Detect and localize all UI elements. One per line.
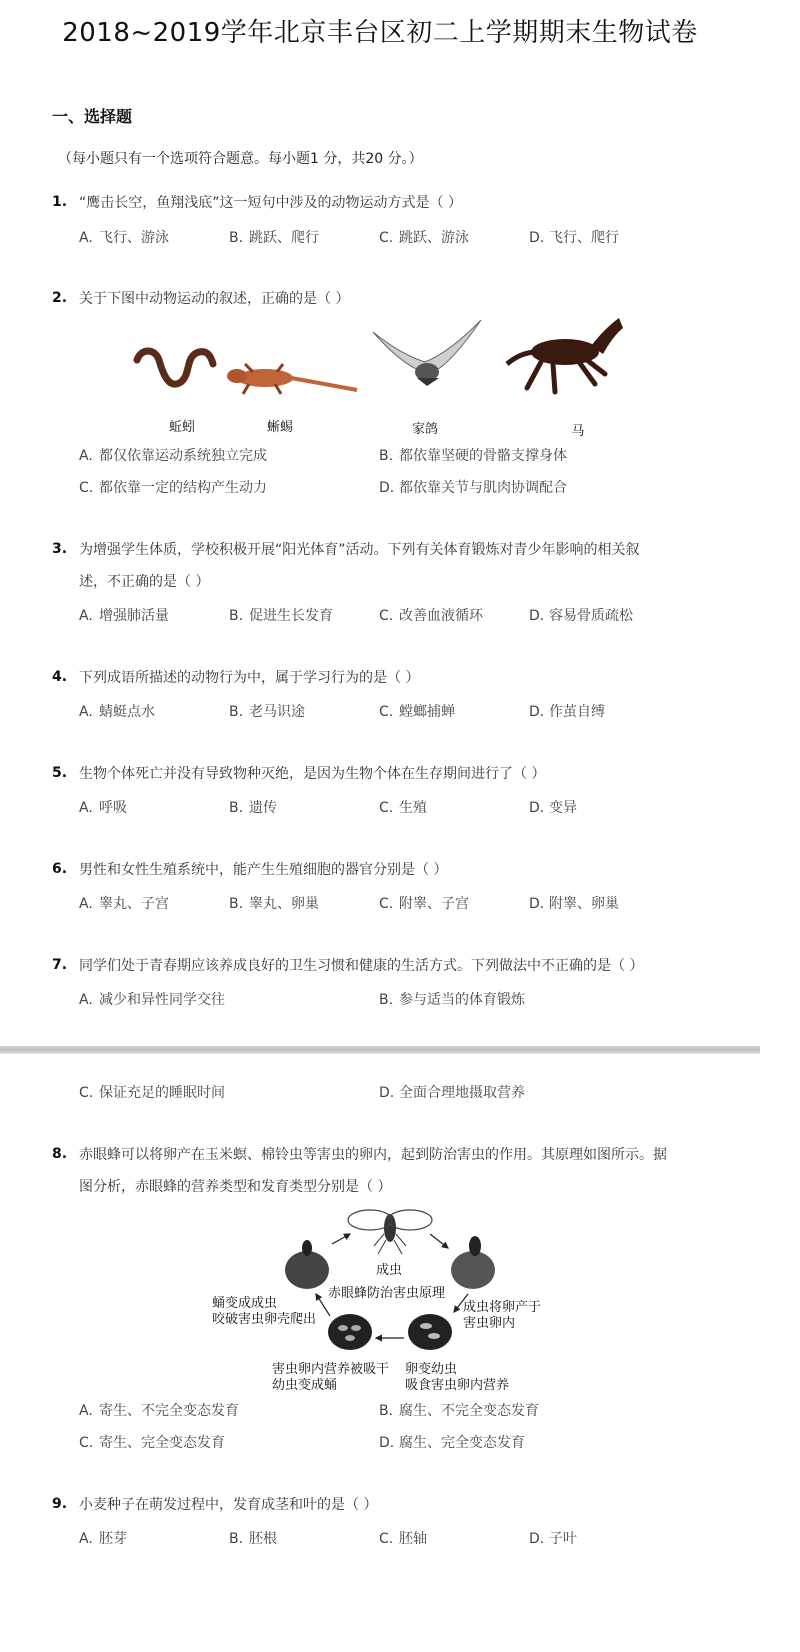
question-number: 5. xyxy=(52,765,68,781)
question-text: 男性和女性生殖系统中，能产生生殖细胞的器官分别是（ ） xyxy=(79,862,448,878)
option-d: D. 全面合理地摄取营养 xyxy=(379,1085,525,1101)
figure-label: 蜥蜴 xyxy=(266,420,293,435)
question-text: 关于下图中动物运动的叙述，正确的是（ ） xyxy=(79,291,350,307)
figure-label: 家鸽 xyxy=(411,422,438,437)
question-number: 8. xyxy=(52,1146,68,1162)
host-egg-bottom-left xyxy=(328,1314,372,1350)
option-b: B. 老马识途 xyxy=(229,704,305,720)
option-a: A. 睾丸、子宫 xyxy=(79,896,169,912)
option-b: B. 胚根 xyxy=(229,1531,277,1547)
wasp-lifecycle-diagram xyxy=(270,1200,510,1370)
option-c: C. 螳螂捕蝉 xyxy=(379,704,455,720)
option-a: A. 飞行、游泳 xyxy=(79,230,169,246)
question-number: 4. xyxy=(52,669,68,685)
diagram-label-bottom-right: 卵变幼虫 xyxy=(405,1362,458,1377)
host-egg-bottom-right xyxy=(408,1314,452,1350)
option-d: D. 容易骨质疏松 xyxy=(529,608,633,624)
diagram-label-bottom-left: 幼虫变成蛹 xyxy=(272,1378,338,1393)
option-d: D. 都依靠关节与肌肉协调配合 xyxy=(379,480,567,496)
horse-image xyxy=(507,318,623,392)
diagram-label-bottom-right: 吸食害虫卵内营养 xyxy=(405,1378,510,1393)
option-a: A. 胚芽 xyxy=(79,1531,127,1547)
section-heading: 一、选择题 xyxy=(52,107,133,126)
question-text-continued: 述，不正确的是（ ） xyxy=(79,574,210,590)
question-text: “鹰击长空，鱼翔浅底”这一短句中涉及的动物运动方式是（ ） xyxy=(79,195,462,211)
question-text: 赤眼蜂可以将卵产在玉米螟、棉铃虫等害虫的卵内，起到防治害虫的作用。其原理如图所示。据 xyxy=(79,1147,667,1163)
option-c: C. 改善血液循环 xyxy=(379,608,483,624)
diagram-label-adult: 成虫 xyxy=(376,1263,403,1278)
option-b: B. 腐生、不完全变态发育 xyxy=(379,1403,539,1419)
option-d: D. 腐生、完全变态发育 xyxy=(379,1435,525,1451)
option-a: A. 减少和异性同学交往 xyxy=(79,992,225,1008)
option-b: B. 睾丸、卵巢 xyxy=(229,896,319,912)
section-note: （每小题只有一个选项符合题意。每小题1 分，共20 分。） xyxy=(58,151,423,167)
question-number: 6. xyxy=(52,861,68,877)
question-text: 同学们处于青春期应该养成良好的卫生习惯和健康的生活方式。下列做法中不正确的是（ ） xyxy=(79,958,644,974)
figure-label: 蚯蚓 xyxy=(168,420,195,435)
page-break-divider xyxy=(0,1046,760,1054)
question-text: 下列成语所描述的动物行为中，属于学习行为的是（ ） xyxy=(79,670,420,686)
figure-label: 马 xyxy=(571,424,585,439)
option-d: D. 作茧自缚 xyxy=(529,704,605,720)
host-egg-right xyxy=(451,1251,495,1289)
option-d: D. 变异 xyxy=(529,800,577,816)
option-a: A. 都仅依靠运动系统独立完成 xyxy=(79,448,267,464)
option-d: D. 飞行、爬行 xyxy=(529,230,619,246)
option-c: C. 保证充足的睡眠时间 xyxy=(79,1085,225,1101)
option-a: A. 呼吸 xyxy=(79,800,127,816)
animals-figure xyxy=(125,312,635,407)
page-title: 2018~2019学年北京丰台区初二上学期期末生物试卷 xyxy=(62,18,698,48)
option-d: D. 子叶 xyxy=(529,1531,577,1547)
diagram-label-left: 蛹变成成虫 xyxy=(212,1296,278,1311)
question-text: 生物个体死亡并没有导致物种灭绝，是因为生物个体在生存期间进行了（ ） xyxy=(79,766,546,782)
adult-wasp-image xyxy=(348,1210,432,1254)
diagram-label-right: 害虫卵内 xyxy=(463,1316,516,1331)
option-c: C. 附睾、子宫 xyxy=(379,896,469,912)
diagram-label-bottom-left: 害虫卵内营养被吸干 xyxy=(272,1362,390,1377)
option-a: A. 增强肺活量 xyxy=(79,608,169,624)
lizard-image xyxy=(227,364,357,394)
option-b: B. 遗传 xyxy=(229,800,277,816)
question-text: 小麦种子在萌发过程中，发育成茎和叶的是（ ） xyxy=(79,1497,378,1513)
question-text-continued: 图分析，赤眼蜂的营养类型和发育类型分别是（ ） xyxy=(79,1179,392,1195)
question-text: 为增强学生体质，学校积极开展“阳光体育”活动。下列有关体育锻炼对青少年影响的相关叙 xyxy=(79,542,640,558)
option-c: C. 胚轴 xyxy=(379,1531,427,1547)
option-a: A. 蜻蜓点水 xyxy=(79,704,155,720)
option-a: A. 寄生、不完全变态发育 xyxy=(79,1403,239,1419)
question-number: 9. xyxy=(52,1496,68,1512)
host-egg-left xyxy=(285,1251,329,1289)
question-number: 1. xyxy=(52,194,68,210)
pigeon-image xyxy=(373,320,481,386)
option-c: C. 都依靠一定的结构产生动力 xyxy=(79,480,267,496)
question-number: 2. xyxy=(52,290,68,306)
question-number: 3. xyxy=(52,541,68,557)
option-c: C. 生殖 xyxy=(379,800,427,816)
diagram-label-left: 咬破害虫卵壳爬出 xyxy=(212,1312,317,1327)
option-d: D. 附睾、卵巢 xyxy=(529,896,619,912)
option-b: B. 都依靠坚硬的骨骼支撑身体 xyxy=(379,448,567,464)
option-b: B. 参与适当的体育锻炼 xyxy=(379,992,525,1008)
option-c: C. 寄生、完全变态发育 xyxy=(79,1435,225,1451)
option-b: B. 促进生长发育 xyxy=(229,608,333,624)
diagram-label-center: 赤眼蜂防治害虫原理 xyxy=(328,1286,446,1301)
diagram-label-right: 成虫将卵产于 xyxy=(463,1300,542,1315)
earthworm-image xyxy=(137,351,213,384)
option-c: C. 跳跃、游泳 xyxy=(379,230,469,246)
option-b: B. 跳跃、爬行 xyxy=(229,230,319,246)
question-number: 7. xyxy=(52,957,68,973)
